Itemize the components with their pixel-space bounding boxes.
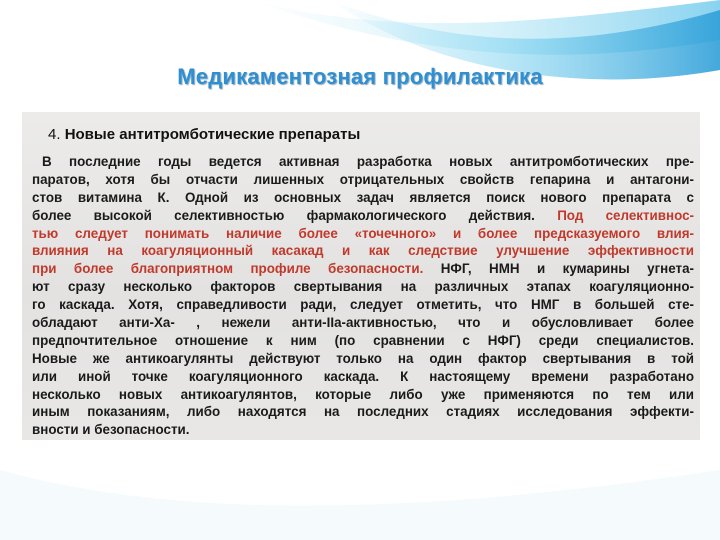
- text-line: или иной точке коагуляционного каскада. К настоящему времени разработано: [32, 368, 694, 384]
- text-line: Новые же антикоагулянты действуют только на один фактор свертывания в той: [32, 350, 694, 366]
- text-line: иным показаниям, либо находятся на последних стадиях исследования эффекти-: [32, 404, 694, 420]
- text-line: при более благоприятном профиле безопасности. НФГ, НМН и кумарины угнета-: [32, 261, 694, 277]
- body-paragraph: [32, 153, 694, 439]
- highlighted-text: Под селективнос-: [557, 207, 694, 223]
- text-line: ют сразу несколько факторов свертывания на различных этапах коагуляционно-: [32, 279, 694, 295]
- text-line: паратов, хотя бы отчасти лишенных отрицательных свойств гепарина и антагони-: [32, 171, 694, 187]
- section-subtitle: [48, 126, 360, 143]
- text-line: [32, 225, 694, 243]
- text-line: обладают анти-Ха- , нежели анти-IIa-активностью, что и обусловливает более: [32, 315, 694, 331]
- text-line: несколько новых антикоагулянтов, которые либо уже применяются по тем или: [32, 386, 694, 402]
- section-number: 4.: [48, 126, 61, 143]
- text-line: В последние годы ведется активная разработка новых антитромботических пре-: [42, 154, 694, 169]
- text-line: предпочтительное отношение к ним (по сравнении с НФГ) среди специалистов.: [32, 332, 694, 348]
- text-line: стов витамина К. Одной из основных задач является поиск нового препарата с: [32, 189, 694, 205]
- text-line: вности и безопасности.: [32, 422, 190, 438]
- slide-title: Медикаментозная профилактика: [177, 64, 543, 89]
- highlighted-text: при более благоприятном профиле безопасности.: [32, 261, 424, 277]
- highlighted-text: тью следует понимать наличие более «точечного» и более предсказуемого влия-: [32, 225, 694, 241]
- highlighted-text: влияния на коагуляционный касакад и как следствие улучшение эффективности: [32, 243, 694, 259]
- text-line: [32, 242, 694, 260]
- text-line: более высокой селективностью фармакологического действия. Под селективнос-: [32, 207, 694, 223]
- section-heading: Новые антитромботические препараты: [64, 126, 361, 143]
- text-line: го каскада. Хотя, справедливости ради, следует отметить, что НМГ в большей сте-: [32, 297, 694, 313]
